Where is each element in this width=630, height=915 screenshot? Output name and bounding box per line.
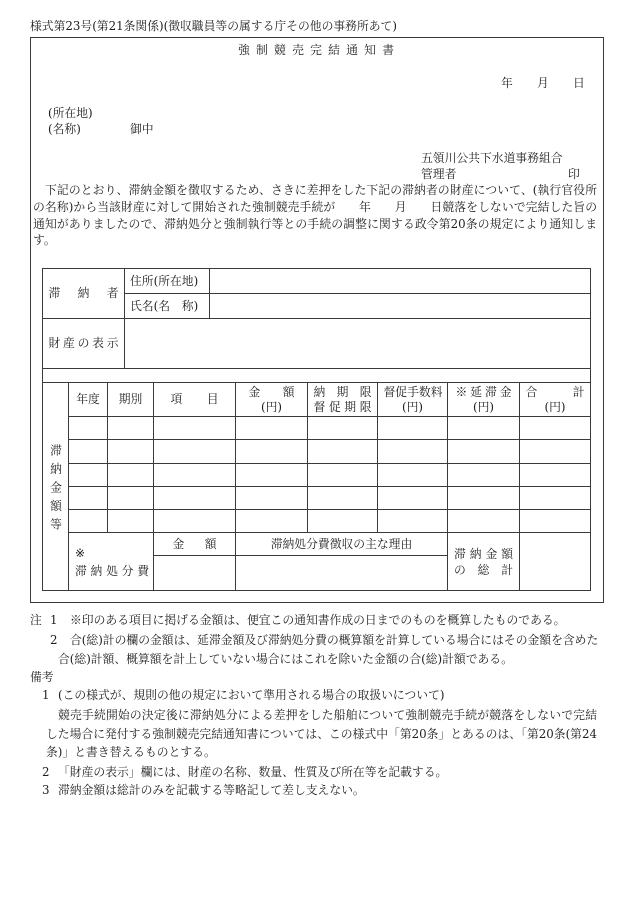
disposition-amount-header <box>154 533 236 556</box>
amount-table <box>42 382 591 591</box>
table-cell <box>308 440 378 464</box>
grand-total-label-line1: 滞納金額 <box>454 546 513 561</box>
body-line-3: 通知がありましたので、滞納処分と強制執行等との手続の調整に関する政令第20条の規定により通知しま <box>33 217 597 231</box>
remark-number: 3 <box>42 783 50 797</box>
date-day-label: 日 <box>573 76 585 90</box>
table-cell <box>448 440 520 464</box>
grand-total-value-cell <box>520 533 591 591</box>
table-cell <box>448 464 520 487</box>
table-cell <box>378 510 448 533</box>
name-value-cell <box>210 294 591 319</box>
header-total <box>520 383 591 417</box>
amount-label: 金額 <box>248 384 295 399</box>
body-line-2: の名称)から当該財産に対して開始された強制競売手続が 年 月 日競落をしないで完結した旨の <box>33 200 597 214</box>
table-cell <box>378 417 448 440</box>
table-cell <box>236 464 308 487</box>
property-value-cell <box>125 319 591 369</box>
table-cell <box>69 464 108 487</box>
header-due-date <box>308 383 378 417</box>
remarks-heading: 備考 <box>30 670 54 684</box>
remark-3-line-1: 滞納金額は総計のみを記載する等略記して差し支えない。 <box>58 783 365 797</box>
table-cell <box>308 417 378 440</box>
note-1-line-1: ※印のある項目に掲げる金額は、便宜この通知書作成の日までのものを概算したものである。 <box>70 613 566 627</box>
note-number: 2 <box>50 633 58 647</box>
disposition-header-row <box>43 533 591 556</box>
table-cell <box>154 487 236 510</box>
header-fiscal-year <box>69 383 108 417</box>
disposition-amount-label: 金額 <box>172 536 217 551</box>
amount-unit: (円) <box>260 399 282 414</box>
period-label: 期別 <box>118 392 143 406</box>
address-label-cell <box>125 269 210 294</box>
form-tables <box>42 268 590 591</box>
header-demand-fee <box>378 383 448 417</box>
addressee-name-label: (名称) <box>48 122 81 136</box>
sender-seal-mark: 印 <box>568 167 580 181</box>
addressee-location-label: (所在地) <box>48 106 93 120</box>
table-cell <box>154 417 236 440</box>
table-cell <box>108 510 154 533</box>
table-row <box>43 464 591 487</box>
table-cell <box>448 487 520 510</box>
taxpayer-name-row <box>43 294 591 319</box>
table-row <box>43 487 591 510</box>
name-label: 氏名(名 称) <box>130 298 199 313</box>
table-cell <box>378 464 448 487</box>
grand-total-label-cell <box>448 533 520 591</box>
amount-header-row <box>43 383 591 417</box>
remark-1-line-1: (この様式が、規則の他の規定において準用される場合の取扱いについて) <box>58 688 445 702</box>
table-cell <box>69 417 108 440</box>
table-cell <box>378 440 448 464</box>
header-late-fee <box>448 383 520 417</box>
table-cell <box>448 417 520 440</box>
spacer-row <box>43 369 591 383</box>
remark-number: 2 <box>42 765 50 779</box>
form-number: 様式第23号(第21条関係)(徴収職員等の属する庁その他の事務所あて) <box>30 19 397 33</box>
spacer-cell <box>43 369 591 383</box>
table-cell <box>69 487 108 510</box>
disposition-amount-value-cell <box>154 556 236 591</box>
notes-heading: 注 <box>30 613 42 627</box>
body-line-1: 下記のとおり、滞納金額を徴収するため、さきに差押をした下記の滞納者の財産について、(執行官役所 <box>45 183 597 197</box>
table-cell <box>108 464 154 487</box>
disposition-reason-label: 滞納処分費徴収の主な理由 <box>270 536 413 551</box>
note-2-line-2: 合(総)計額、概算額を計上していない場合にはこれを除いた金額の合(総)計額である。 <box>58 652 513 666</box>
table-row <box>43 510 591 533</box>
item-label: 項目 <box>170 392 219 406</box>
disposition-label-cell <box>69 533 154 591</box>
demand-fee-unit: (円) <box>401 399 423 414</box>
table-cell <box>448 510 520 533</box>
header-item <box>154 383 236 417</box>
table-cell <box>378 487 448 510</box>
address-label: 住所(所在地) <box>130 273 199 288</box>
total-unit: (円) <box>544 399 566 414</box>
address-value-cell <box>210 269 591 294</box>
table-cell <box>154 510 236 533</box>
disposition-mark: ※ <box>75 545 85 560</box>
due-date-label: 納期限 <box>313 384 372 399</box>
section-label-cell <box>43 383 69 591</box>
table-cell <box>308 487 378 510</box>
table-row <box>43 440 591 464</box>
property-label-cell <box>43 319 125 369</box>
table-cell <box>154 440 236 464</box>
fiscal-year-label: 年度 <box>76 392 100 406</box>
demand-fee-label: 督促手数料 <box>383 384 443 399</box>
table-row <box>43 417 591 440</box>
header-amount <box>236 383 308 417</box>
table-cell <box>108 417 154 440</box>
disposition-label: 滞納処分費 <box>75 563 149 578</box>
taxpayer-label-cell <box>43 269 125 319</box>
header-period <box>108 383 154 417</box>
table-cell <box>236 510 308 533</box>
table-cell <box>308 510 378 533</box>
table-cell <box>520 464 591 487</box>
taxpayer-table <box>42 268 591 383</box>
addressee-honorific: 御中 <box>130 122 154 136</box>
table-cell <box>69 440 108 464</box>
date-year-label: 年 <box>501 76 513 90</box>
name-label-cell <box>125 294 210 319</box>
table-cell <box>520 510 591 533</box>
demand-due-date-label: 督促期限 <box>313 399 372 414</box>
remark-1-line-2: 競売手続開始の決定後に滞納処分による差押をした船舶について強制競売手続が競落をしないで完結 <box>58 708 597 722</box>
table-cell <box>236 487 308 510</box>
table-cell <box>236 417 308 440</box>
note-number: 1 <box>50 613 58 627</box>
note-2-line-1: 合(総)計の欄の金額は、延滞金額及び滞納処分費の概算額を計算している場合にはその金額を含めた <box>70 633 599 647</box>
late-fee-label: ※延滞金 <box>455 384 512 399</box>
table-cell <box>520 487 591 510</box>
document-title: 強制競売完結通知書 <box>238 43 394 57</box>
sender-position: 管理者 <box>421 167 457 181</box>
disposition-reason-header <box>236 533 448 556</box>
property-row <box>43 319 591 369</box>
table-cell <box>308 464 378 487</box>
property-label: 財産の表示 <box>48 336 119 350</box>
body-line-4: す。 <box>33 233 56 247</box>
date-month-label: 月 <box>537 76 549 90</box>
table-cell <box>236 440 308 464</box>
total-label: 合計 <box>525 384 585 399</box>
table-cell <box>520 440 591 464</box>
table-cell <box>108 440 154 464</box>
remark-2-line-1: 「財産の表示」欄には、財産の名称、数量、性質及び所在等を記載する。 <box>58 765 448 779</box>
table-cell <box>69 510 108 533</box>
sender-organization: 五領川公共下水道事務組合 <box>421 151 563 165</box>
table-cell <box>520 417 591 440</box>
taxpayer-address-row <box>43 269 591 294</box>
disposition-reason-value-cell <box>236 556 448 591</box>
remark-1-line-4: 条)」と書き替えるものとする。 <box>46 745 216 759</box>
remark-1-line-3: した場合に発付する強制競売完結通知書については、この様式中「第20条」とあるのは、「第20条(第24 <box>46 727 597 741</box>
late-fee-unit: (円) <box>472 399 494 414</box>
grand-total-label-line2: の総計 <box>454 562 513 577</box>
table-cell <box>154 464 236 487</box>
taxpayer-label: 滞納者 <box>48 286 119 300</box>
section-label: 滞納金額等 <box>48 443 63 530</box>
remark-number: 1 <box>42 688 50 702</box>
table-cell <box>108 487 154 510</box>
